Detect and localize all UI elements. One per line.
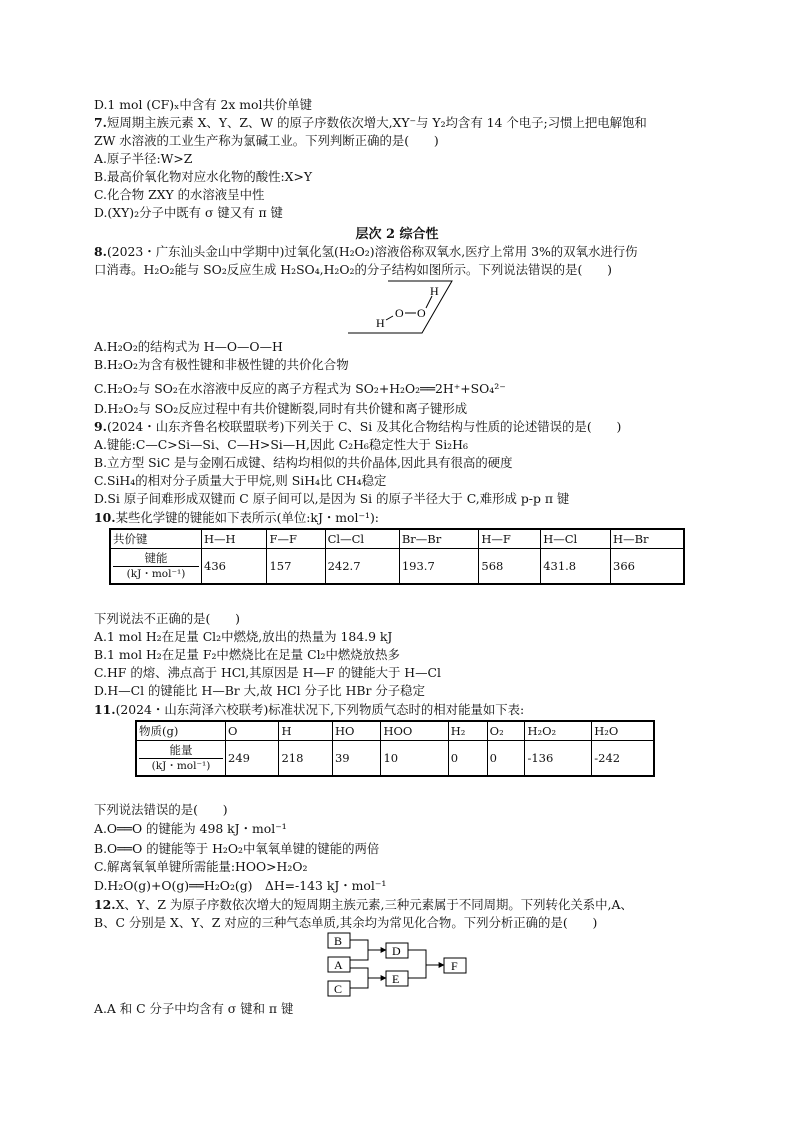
q10-number: 10. [94,510,116,525]
table-row-values [136,741,654,777]
table-row-values [110,549,684,585]
arrow-d-e-join [408,950,426,978]
label-a: A [334,958,343,972]
q9-option-a: A.键能:C—C>Si—Si、C—H>Si—H,因此 C₂H₆稳定性大于 Si₂H₆ [94,437,468,452]
arrow-a-c-to-e [350,968,368,988]
q11-option-a: A.O══O 的键能为 498 kJ・mol⁻¹ [94,821,287,836]
relative-energy-table [135,720,655,777]
q10-option-c: C.HF 的熔、沸点高于 HCl,其原因是 H—F 的键能大于 H—Cl [94,665,441,680]
table-col-header: Cl—Cl [325,529,399,549]
table-col-header: H₂ [448,721,487,741]
table-col-header: O [226,721,279,741]
q11-option-c: C.解离氧氧单键所需能量:HOO>H₂O₂ [94,859,308,874]
q8-option-b: B.H₂O₂为含有极性键和非极性键的共价化合物 [94,357,349,372]
table-cell: -242 [592,741,654,777]
q7-stem-line1 [94,114,647,131]
q12-stem-line1 [94,896,633,913]
table-col-header: H—Cl [541,529,611,549]
q9-option-c: C.SiH₄的相对分子质量大于甲烷,则 SiH₄比 CH₄稳定 [94,473,387,488]
q8-option-d: D.H₂O₂与 SO₂反应过程中有共价键断裂,同时有共价键和离子键形成 [94,401,468,416]
table-cell: -136 [525,741,592,777]
table-cell: 249 [226,741,279,777]
table-row-label [136,741,226,777]
label-f: F [451,959,458,973]
q7-option-d: D.(XY)₂分子中既有 σ 键又有 π 键 [94,205,283,220]
q12-stem-text1: X、Y、Z 为原子序数依次增大的短周期主族元素,三种元素属于不同周期。下列转化关系中,A、 [115,897,633,912]
bond-energy-table [109,528,685,585]
table-row-header [110,529,684,549]
table-cell: 157 [267,549,325,585]
q9-option-b: B.立方型 SiC 是与金刚石成键、结构均相似的共价晶体,因此具有很高的硬度 [94,455,513,470]
label-e: E [392,972,400,986]
q7-option-a: A.原子半径:W>Z [94,151,193,166]
q9-stem-text: (2024・山东齐鲁名校联盟联考)下列关于 C、Si 及其化合物结构与性质的论述错误的是( ) [106,419,622,434]
table-col-header: HOO [381,721,448,741]
q7-option-b: B.最高价氧化物对应水化物的酸性:X>Y [94,169,313,184]
table-row-label [110,549,202,585]
q8-number: 8. [94,244,107,259]
q8-stem-line1 [94,243,638,260]
conversion-diagram [322,930,474,1000]
table-col-header: H—F [479,529,541,549]
q7-stem-text1: 短周期主族元素 X、Y、Z、W 的原子序数依次增大,XY⁻与 Y₂均含有 14 个电子;习惯上把电解饱和 [106,115,647,130]
arrow-b-a-to-d [350,940,368,960]
label-c: C [334,982,343,996]
q10-stem [94,509,379,526]
q7-stem-line2: ZW 水溶液的工业生产称为氯碱工业。下列判断正确的是( ) [94,133,439,148]
row-label-unit: (kJ・mol⁻¹) [126,567,186,580]
q11-option-d: D.H₂O(g)+O(g)══H₂O₂(g) ΔH=-143 kJ・mol⁻¹ [94,878,387,893]
label-b: B [334,934,343,948]
q10-option-a: A.1 mol H₂在足量 Cl₂中燃烧,放出的热量为 184.9 kJ [94,629,393,644]
q11-option-b: B.O══O 的键能等于 H₂O₂中氧氧单键的键能的两倍 [94,841,380,856]
row-label-quantity: 键能 [113,552,199,567]
q11-stem [94,701,524,718]
table-cell: 193.7 [399,549,479,585]
q9-option-d: D.Si 原子间难形成双键而 C 原子间可以,是因为 Si 的原子半径大于 C,难形成 p-p π 键 [94,491,570,506]
table-col-header: H—H [202,529,267,549]
table-header-label: 物质(g) [136,721,226,741]
q8-stem-text1: (2023・广东汕头金山中学期中)过氧化氢(H₂O₂)溶液俗称双氧水,医疗上常用 3%的双氧水进行伤 [106,244,638,259]
table-col-header: H₂O [592,721,654,741]
q12-number: 12. [94,897,116,912]
table-cell: 431.8 [541,549,611,585]
q7-option-c: C.化合物 ZXY 的水溶液呈中性 [94,187,265,202]
table-cell: 218 [279,741,332,777]
section-heading: 层次 2 综合性 [355,227,439,242]
label-d: D [392,944,401,958]
q10-question: 下列说法不正确的是( ) [94,611,240,626]
q7-number: 7. [94,115,107,130]
row-label-quantity: 能量 [139,744,223,759]
q12-stem-line2: B、C 分别是 X、Y、Z 对应的三种气态单质,其余均为常见化合物。下列分析正确的是( ) [94,915,598,930]
q11-question: 下列说法错误的是( ) [94,802,228,817]
table-cell: 568 [479,549,541,585]
q6-option-d: D.1 mol (CF)ₓ中含有 2x mol共价单键 [94,97,313,112]
table-col-header: H [279,721,332,741]
q10-option-d: D.H—Cl 的键能比 H—Br 大,故 HCl 分子比 HBr 分子稳定 [94,683,425,698]
atom-h-top: H [430,284,439,298]
q8-stem-line2: 口消毒。H₂O₂能与 SO₂反应生成 H₂SO₄,H₂O₂的分子结构如图所示。下列说法错误的是( ) [94,262,612,277]
atom-o-left: O [395,306,404,320]
q10-option-b: B.1 mol H₂在足量 F₂中燃烧比在足量 Cl₂中燃烧放热多 [94,647,400,662]
q10-stem-text: 某些化学键的键能如下表所示(单位:kJ・mol⁻¹): [115,510,379,525]
table-col-header: O₂ [487,721,525,741]
table-col-header: H—Br [611,529,684,549]
table-cell: 10 [381,741,448,777]
q12-option-a: A.A 和 C 分子中均含有 σ 键和 π 键 [94,1001,294,1016]
q9-number: 9. [94,419,107,434]
atom-o-right: O [417,306,426,320]
q8-option-c: C.H₂O₂与 SO₂在水溶液中反应的离子方程式为 SO₂+H₂O₂══2H⁺+SO₄²⁻ [94,381,506,396]
table-row-header [136,721,654,741]
table-cell: 366 [611,549,684,585]
q8-option-a: A.H₂O₂的结构式为 H—O—O—H [94,339,283,354]
table-cell: 436 [202,549,267,585]
table-cell: 0 [487,741,525,777]
table-header-label: 共价键 [110,529,202,549]
table-col-header: HO [332,721,381,741]
q11-stem-text: (2024・山东菏泽六校联考)标准状况下,下列物质气态时的相对能量如下表: [115,702,525,717]
atom-h-bottom: H [376,316,385,330]
table-cell: 0 [448,741,487,777]
table-col-header: H₂O₂ [525,721,592,741]
bond-h-o-bottom [386,316,393,320]
q9-stem [94,418,621,435]
h2o2-structure-figure [340,278,465,338]
table-col-header: Br—Br [399,529,479,549]
table-col-header: F—F [267,529,325,549]
row-label-unit: (kJ・mol⁻¹) [151,759,211,772]
table-cell: 39 [332,741,381,777]
table-cell: 242.7 [325,549,399,585]
q11-number: 11. [94,702,116,717]
